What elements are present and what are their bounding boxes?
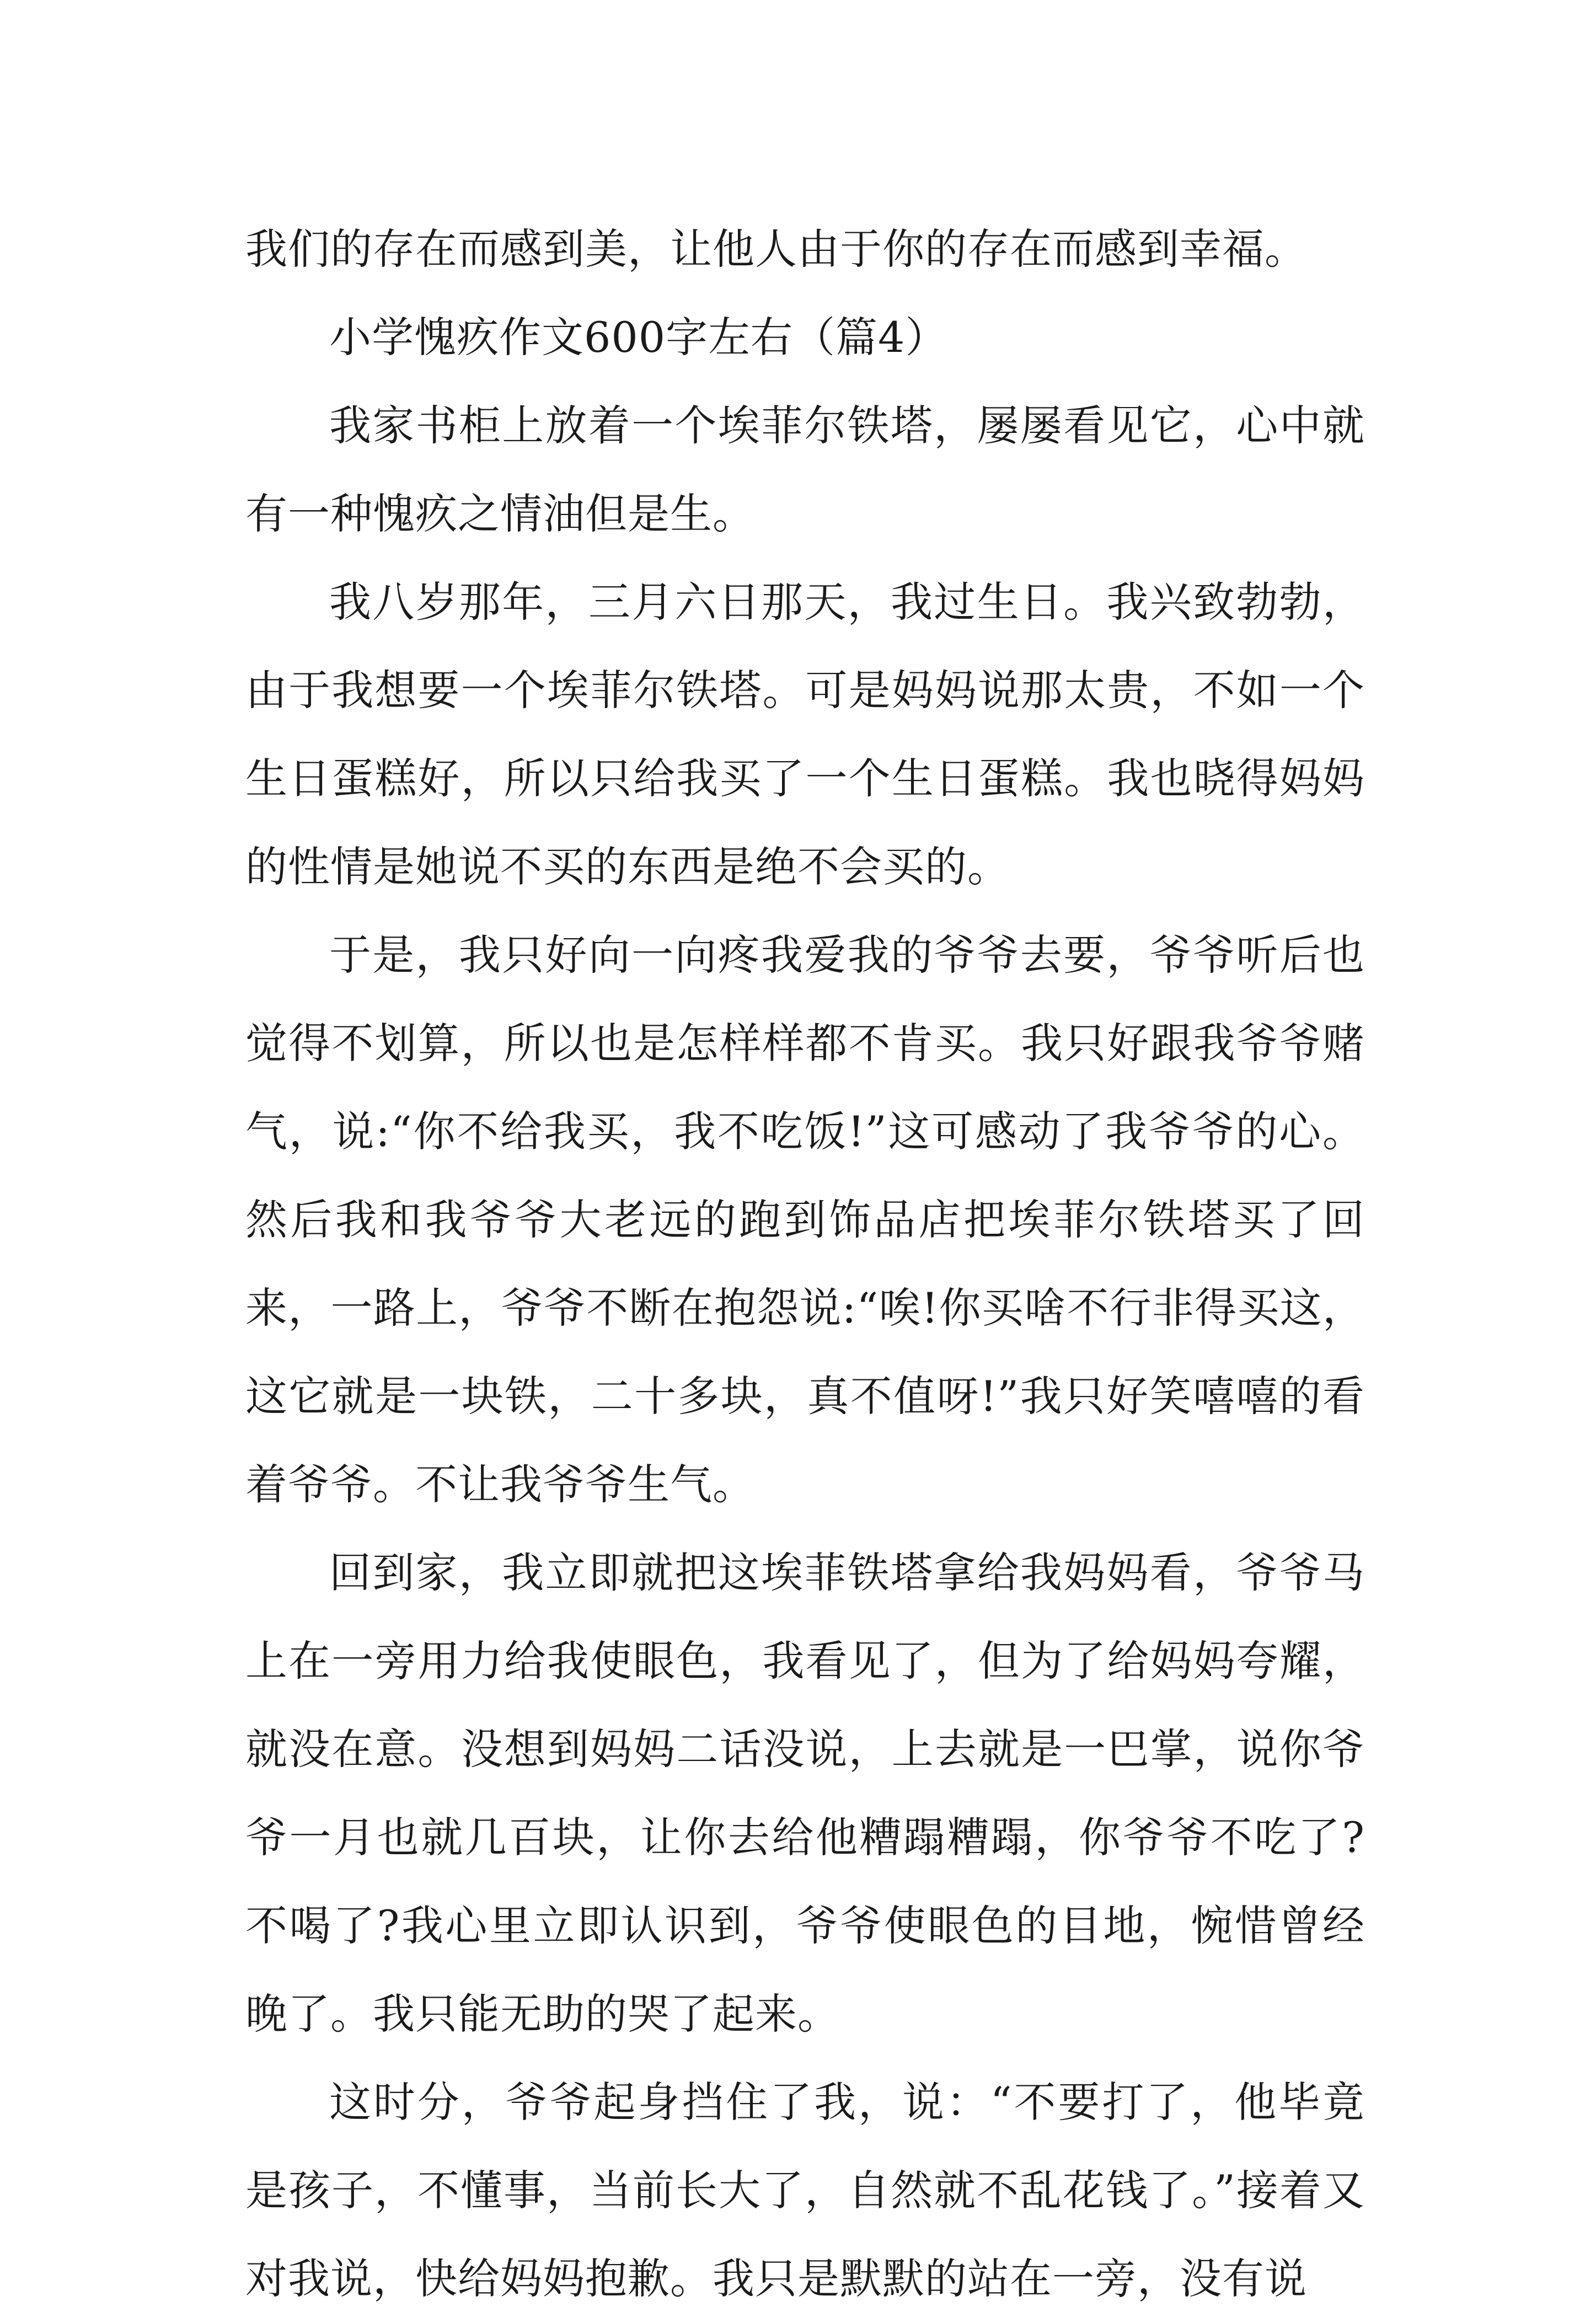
paragraph-3: 我八岁那年，三月六日那天，我过生日。我兴致勃勃，由于我想要一个埃菲尔铁塔。可是妈妈说那太贵，不如一个生日蛋糕好，所以只给我买了一个生日蛋糕。我也晓得妈妈的性情是她说不买的东西是绝不会买的。: [245, 577, 1365, 891]
paragraph-1: 我们的存在而感到美，让他人由于你的存在而感到幸福。: [245, 224, 1307, 274]
document-body: [245, 205, 1365, 2323]
paragraph-4: 于是，我只好向一向疼我爱我的爷爷去要，爷爷听后也觉得不划算，所以也是怎样样都不肯买。我只好跟我爷爷赌气，说:“你不给我买，我不吃饭!”这可感动了我爷爷的心。然后我和我爷爷大老远的跑到饰品店把埃菲尔铁塔买了回来，一路上，爷爷不断在抱怨说:“唉!你买啥不行非得买这，这它就是一块铁，二十多块，真不值呀!”我只好笑嘻嘻的看着爷爷。不让我爷爷生气。: [245, 930, 1365, 1509]
paragraph-2: 我家书柜上放着一个埃菲尔铁塔，屡屡看见它，心中就有一种愧疚之情油但是生。: [245, 401, 1365, 538]
paragraph-5: 回到家，我立即就把这埃菲铁塔拿给我妈妈看，爷爷马上在一旁用力给我使眼色，我看见了，但为了给妈妈夸耀，就没在意。没想到妈妈二话没说，上去就是一巴掌，说你爷爷一月也就几百块，让你去给他糟蹋糟蹋，你爷爷不吃了?不喝了?我心里立即认识到，爷爷使眼色的目地，惋惜曾经晚了。我只能无助的哭了起来。: [245, 1548, 1365, 2038]
section-heading: 小学愧疚作文600字左右（篇4）: [329, 313, 948, 362]
paragraph-6: 这时分，爷爷起身挡住了我，说：“不要打了，他毕竟是孩子，不懂事，当前长大了，自然就不乱花钱了。”接着又对我说，快给妈妈抱歉。我只是默默的站在一旁，没有说: [245, 2078, 1365, 2303]
